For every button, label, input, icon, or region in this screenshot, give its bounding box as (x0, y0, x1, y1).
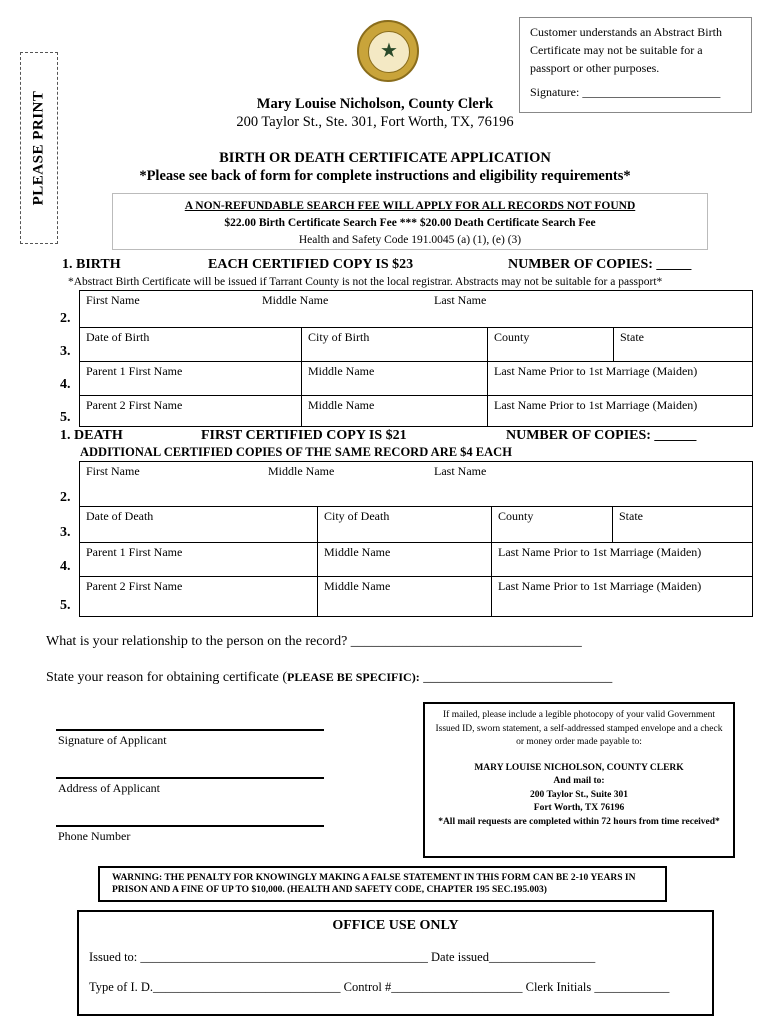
birth-parent1-maiden-name-field[interactable]: Last Name Prior to 1st Marriage (Maiden) (487, 362, 752, 395)
id-control-initials-field[interactable]: Type of I. D.______________________________ Control #_____________________ Clerk Initials ____________ (89, 980, 670, 994)
birth-row-number: 5. (60, 410, 71, 425)
applicant-address-line[interactable] (56, 777, 324, 779)
birth-info-grid (79, 290, 753, 427)
fee-notice-line2: $22.00 Birth Certificate Search Fee *** $20.00 Death Certificate Search Fee (224, 217, 596, 229)
death-row-number: 5. (60, 598, 71, 613)
death-parent2-maiden-name-field[interactable]: Last Name Prior to 1st Marriage (Maiden) (491, 577, 752, 616)
death-parent1-first-name-field[interactable]: Parent 1 First Name (86, 545, 183, 559)
applicant-signature-label: Signature of Applicant (58, 733, 167, 747)
office-use-title: OFFICE USE ONLY (332, 918, 459, 933)
birth-parent1-middle-name-field[interactable]: Middle Name (301, 362, 487, 395)
city-of-death-field[interactable]: City of Death (317, 507, 491, 542)
date-of-death-field[interactable]: Date of Death (86, 509, 154, 523)
please-print-text: PLEASE PRINT (30, 90, 47, 206)
death-last-name-field[interactable]: Last Name (434, 464, 487, 478)
birth-parent2-maiden-name-field[interactable]: Last Name Prior to 1st Marriage (Maiden) (487, 396, 752, 426)
death-additional-copies-price: ADDITIONAL CERTIFIED COPIES OF THE SAME RECORD ARE $4 EACH (80, 445, 512, 459)
death-info-grid (79, 461, 753, 617)
applicant-phone-label: Phone Number (58, 829, 131, 843)
death-county-field[interactable]: County (491, 507, 612, 542)
mail-turnaround-note: *All mail requests are completed within 72 hours from time received* (438, 816, 720, 827)
mail-street: 200 Taylor St., Suite 301 (529, 789, 628, 800)
birth-row-number: 2. (60, 311, 71, 326)
birth-copy-price: EACH CERTIFIED COPY IS $23 (208, 257, 414, 272)
birth-parent1-first-name-field[interactable]: Parent 1 First Name (86, 364, 183, 378)
mail-to-label: And mail to: (553, 776, 605, 786)
birth-row-number: 3. (60, 344, 71, 359)
death-first-name-field[interactable]: First Name (86, 464, 140, 478)
death-number-of-copies[interactable]: NUMBER OF COPIES: ______ (506, 428, 697, 443)
death-row-number: 2. (60, 490, 71, 505)
county-seal-logo: ★ (357, 20, 419, 82)
false-statement-warning: WARNING: THE PENALTY FOR KNOWINGLY MAKING A FALSE STATEMENT IN THIS FORM CAN BE 2-10 YEARS IN PRISON AND A FINE OF UP TO $10,000. (HEALTH AND SAFETY CODE, CHAPTER 195 SEC.195.003) (98, 866, 667, 902)
birth-last-name-field[interactable]: Last Name (434, 293, 487, 307)
abstract-birth-note: *Abstract Birth Certificate will be issued if Tarrant County is not the local registrar. Abstracts may not be suitable for a passport* (68, 276, 663, 288)
office-use-only-box (77, 910, 714, 1016)
birth-section-label: 1. BIRTH (62, 257, 121, 272)
birth-middle-name-field[interactable]: Middle Name (262, 293, 329, 307)
clerk-name: Mary Louise Nicholson, County Clerk (256, 96, 494, 112)
fee-notice-line3: Health and Safety Code 191.0045 (a) (1), (e) (3) (298, 234, 522, 246)
death-parent1-maiden-name-field[interactable]: Last Name Prior to 1st Marriage (Maiden) (491, 543, 752, 576)
birth-first-name-field[interactable]: First Name (86, 293, 140, 307)
death-section-label: 1. DEATH (60, 428, 123, 443)
death-copy-price: FIRST CERTIFIED COPY IS $21 (201, 428, 407, 443)
birth-number-of-copies[interactable]: NUMBER OF COPIES: _____ (508, 257, 692, 272)
fee-notice-line1: A NON-REFUNDABLE SEARCH FEE WILL APPLY FOR ALL RECORDS NOT FOUND (184, 200, 636, 212)
applicant-address-label: Address of Applicant (58, 781, 160, 795)
mail-payee: MARY LOUISE NICHOLSON, COUNTY CLERK (474, 762, 684, 773)
city-of-birth-field[interactable]: City of Birth (301, 328, 487, 361)
customer-notice-text: Customer understands an Abstract Birth Certificate may not be suitable for a passport or other purposes. (530, 25, 722, 75)
form-title: BIRTH OR DEATH CERTIFICATE APPLICATION (219, 150, 551, 166)
death-row-number: 4. (60, 559, 71, 574)
form-subtitle: *Please see back of form for complete instructions and eligibility requirements* (139, 168, 631, 184)
birth-parent2-first-name-field[interactable]: Parent 2 First Name (86, 398, 183, 412)
fee-notice-box (112, 193, 708, 250)
death-state-field[interactable]: State (612, 507, 752, 542)
death-row-number: 3. (60, 525, 71, 540)
date-of-birth-field[interactable]: Date of Birth (86, 330, 150, 344)
clerk-address: 200 Taylor St., Ste. 301, Fort Worth, TX, 76196 (236, 114, 514, 130)
mail-city: Fort Worth, TX 76196 (533, 803, 625, 813)
applicant-signature-line[interactable] (56, 729, 324, 731)
mail-instructions-intro: If mailed, please include a legible photocopy of your valid Government Issued ID, sworn statement, a self-addressed stamped envelope and a check or money order made payable to: (435, 710, 723, 747)
birth-row-number: 4. (60, 377, 71, 392)
death-parent2-middle-name-field[interactable]: Middle Name (317, 577, 491, 616)
mail-instructions-box (423, 702, 735, 858)
death-middle-name-field[interactable]: Middle Name (268, 464, 335, 478)
relationship-question[interactable]: What is your relationship to the person on the record? _________________________________ (46, 634, 582, 649)
issued-to-field[interactable]: Issued to: ______________________________________________ Date issued_________________ (89, 950, 596, 964)
reason-question[interactable]: State your reason for obtaining certificate (PLEASE BE SPECIFIC): ___________________________ (46, 670, 613, 685)
death-parent1-middle-name-field[interactable]: Middle Name (317, 543, 491, 576)
applicant-phone-line[interactable] (56, 825, 324, 827)
birth-parent2-middle-name-field[interactable]: Middle Name (301, 396, 487, 426)
birth-state-field[interactable]: State (613, 328, 752, 361)
please-print-label (20, 52, 58, 244)
death-parent2-first-name-field[interactable]: Parent 2 First Name (86, 579, 183, 593)
customer-signature-field[interactable]: Signature: _______________________ (530, 85, 721, 99)
birth-county-field[interactable]: County (487, 328, 613, 361)
